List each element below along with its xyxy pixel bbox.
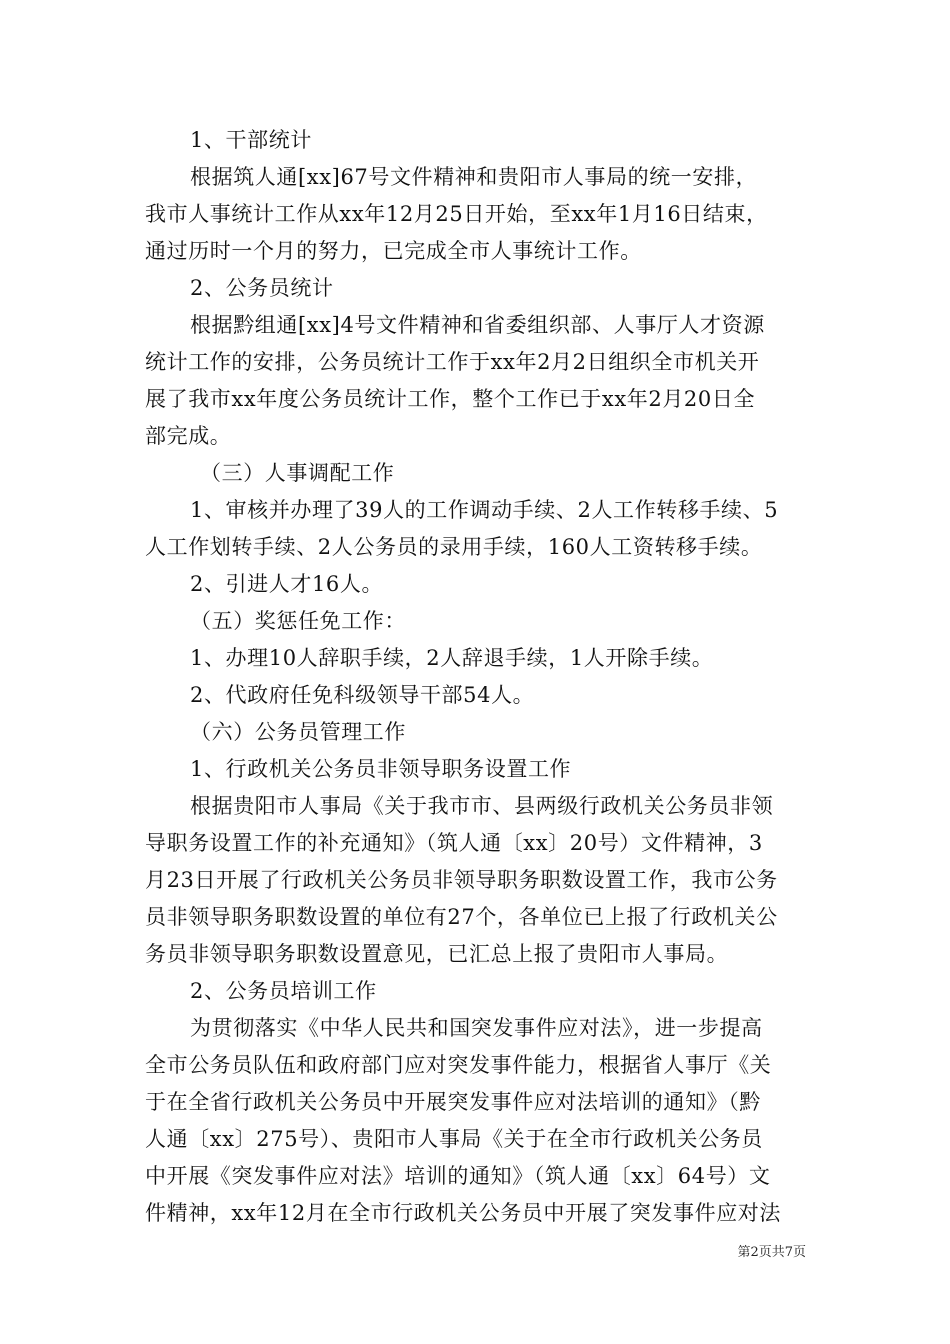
section-heading-personnel-allocation: （三）人事调配工作	[200, 461, 395, 485]
paragraph-line: 2、代政府任免科级领导干部54人。	[190, 683, 535, 707]
paragraph-line: 务员非领导职务职数设置意见，已汇总上报了贵阳市人事局。	[145, 942, 729, 966]
paragraph-line: 1、审核并办理了39人的工作调动手续、2人工作转移手续、5	[190, 498, 779, 522]
paragraph-line: 中开展《突发事件应对法》培训的通知》（筑人通〔xx〕64号）文	[145, 1164, 771, 1188]
page-number-footer: 第2页共7页	[737, 1245, 806, 1260]
paragraph-line: 导职务设置工作的补充通知》（筑人通〔xx〕20号）文件精神，3	[145, 831, 763, 855]
section-heading-rewards-appointments: （五）奖惩任免工作：	[190, 609, 406, 633]
paragraph-line: 人通〔xx〕275号）、贵阳市人事局《关于在全市行政机关公务员	[145, 1127, 763, 1151]
paragraph-line: 员非领导职务职数设置的单位有27个，各单位已上报了行政机关公	[145, 905, 778, 929]
paragraph-line: 于在全省行政机关公务员中开展突发事件应对法培训的通知》（黔	[145, 1090, 761, 1114]
paragraph-line: 全市公务员队伍和政府部门应对突发事件能力，根据省人事厅《关	[145, 1053, 772, 1077]
heading-cadre-statistics: 1、干部统计	[190, 128, 312, 152]
paragraph-line: 件精神，xx年12月在全市行政机关公务员中开展了突发事件应对法	[145, 1201, 782, 1225]
paragraph-line: 部完成。	[145, 424, 232, 448]
paragraph-line: 我市人事统计工作从xx年12月25日开始，至xx年1月16日结束，	[145, 202, 768, 226]
paragraph-line: 月23日开展了行政机关公务员非领导职务职数设置工作，我市公务	[145, 868, 778, 892]
paragraph-line: 人工作划转手续、2人公务员的录用手续，160人工资转移手续。	[145, 535, 763, 559]
paragraph-line: 根据筑人通[xx]67号文件精神和贵阳市人事局的统一安排，	[190, 165, 758, 189]
paragraph-line: 1、办理10人辞职手续，2人辞退手续，1人开除手续。	[190, 646, 714, 670]
paragraph-line: 根据贵阳市人事局《关于我市市、县两级行政机关公务员非领	[190, 794, 774, 818]
paragraph-line: 统计工作的安排，公务员统计工作于xx年2月2日组织全市机关开	[145, 350, 760, 374]
paragraph-line: 2、引进人才16人。	[190, 572, 384, 596]
section-heading-civil-servant-management: （六）公务员管理工作	[190, 720, 406, 744]
paragraph-line: 展了我市xx年度公务员统计工作，整个工作已于xx年2月20日全	[145, 387, 756, 411]
paragraph-line: 根据黔组通[xx]4号文件精神和省委组织部、人事厅人才资源	[190, 313, 765, 337]
paragraph-line: 通过历时一个月的努力，已完成全市人事统计工作。	[145, 239, 642, 263]
heading-civil-servant-statistics: 2、公务员统计	[190, 276, 334, 300]
subheading-civil-servant-training: 2、公务员培训工作	[190, 979, 377, 1003]
paragraph-line: 为贯彻落实《中华人民共和国突发事件应对法》，进一步提高	[190, 1016, 763, 1040]
subheading-non-leadership-positions: 1、行政机关公务员非领导职务设置工作	[190, 757, 572, 781]
